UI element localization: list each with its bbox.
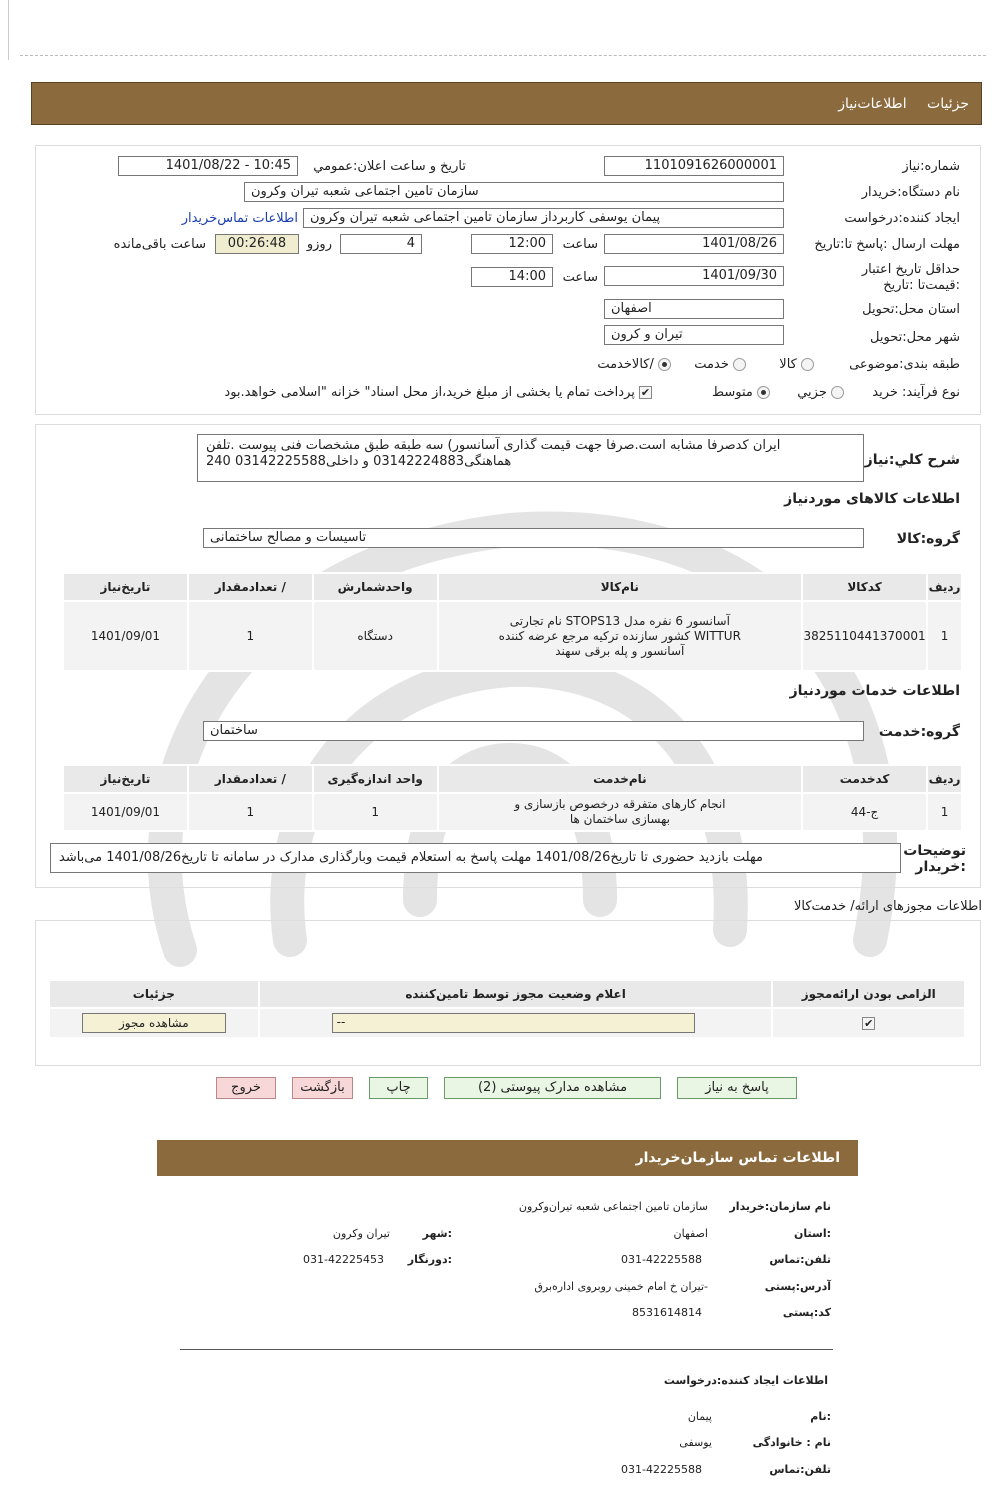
payment-note: پرداخت تمام یا بخشی از مبلغ خرید،از محل اسناد" خزانه "اسلامی خواهد.بود (224, 385, 635, 400)
col-unit: واحد اندازه‌گیری (313, 765, 438, 793)
category-both-option[interactable] (597, 357, 671, 372)
cell-qty: 1 (188, 793, 313, 831)
city-label: شهر محل:تحویل (870, 330, 960, 345)
print-button[interactable]: چاپ (369, 1077, 428, 1099)
postal-label: کد:پستی (782, 1306, 831, 1319)
province-field: اصفهان (604, 299, 784, 319)
fax-value: 031-42225453 (303, 1253, 384, 1266)
table-row (63, 793, 962, 831)
org-value: سازمان تامین اجتماعی شعبه تیران‌وکرون (518, 1200, 708, 1213)
col-required: الزامی بودن ارائه‌مجوز (772, 980, 965, 1008)
permits-title: اطلاعات مجوزهای ارائه/ خدمت‌کالا (793, 899, 982, 914)
cell-date: 1401/09/01 (63, 793, 188, 831)
col-row: ردیف (927, 765, 962, 793)
address-value: -تیران خ امام خمینی روبروی اداره‌برق (534, 1280, 708, 1293)
services-group-field: ساختمان (203, 721, 864, 741)
radio-both[interactable] (658, 358, 671, 371)
need-number-label: شماره:نیاز (902, 159, 960, 174)
process-label: نوع فرآیند: خرید (872, 385, 960, 400)
col-code: کدکالا (802, 573, 927, 601)
col-qty: / تعدادمقدار (188, 573, 313, 601)
cell-date: 1401/09/01 (63, 601, 188, 671)
validity-time-label: ساعت (562, 270, 598, 285)
days-label: روزو (306, 237, 332, 252)
contact-divider (180, 1349, 833, 1350)
phone-value: 031-42225588 (621, 1253, 702, 1266)
col-unit: واحدشمارش (313, 573, 438, 601)
payment-option[interactable] (224, 385, 652, 400)
cell-unit: 1 (313, 793, 438, 831)
deadline-label: مهلت ارسال :پاسخ تا:تاریخ (814, 237, 960, 252)
deadline-time-label: ساعت (562, 237, 598, 252)
validity-date-field: 1401/09/30 (604, 266, 784, 286)
family-value: یوسفی (679, 1436, 712, 1449)
services-section-title: اطلاعات خدمات موردنیاز (789, 683, 960, 699)
services-table-header (63, 765, 962, 793)
remaining-label: ساعت باقی‌مانده (113, 237, 206, 252)
city-value: تیران وکرون (332, 1227, 390, 1240)
col-date: تاریخ‌نیاز (63, 573, 188, 601)
contact-header: اطلاعات تماس سازمان‌خریدار (157, 1140, 858, 1176)
exit-button[interactable]: خروج (216, 1077, 276, 1099)
view-permit-button[interactable]: مشاهده مجوز (82, 1013, 226, 1033)
top-divider (20, 55, 986, 56)
col-row: ردیف (927, 573, 962, 601)
permit-status-field[interactable]: -- (332, 1013, 696, 1033)
back-button[interactable]: بازگشت (292, 1077, 353, 1099)
table-row (63, 601, 962, 671)
goods-group-field: تاسیسات و مصالح ساختمانی (203, 528, 864, 548)
name-value: پیمان (687, 1410, 712, 1423)
description-field: ایران کدصرفا مشابه است.صرفا جهت قیمت گذاری آسانسور) سه طبقه طبق مشخصات فنی پیوست .تلفن هماهنگی03142224883 و داخلی03142225588 240 (197, 434, 864, 482)
goods-group-label: گروه:کالا (896, 531, 960, 547)
cat-service-label: خدمت (694, 357, 729, 372)
goods-table (62, 572, 963, 672)
validity-time-field: 14:00 (471, 267, 553, 287)
cell-name: انجام کارهای متفرقه درخصوص بازسازی و بهسازی ساختمان ها (438, 793, 803, 831)
cell-row: 1 (927, 601, 962, 671)
category-label: طبقه بندی:موضوعی (849, 357, 960, 372)
tab-need-info[interactable]: اطلاعات‌نیاز (838, 96, 907, 112)
radio-medium[interactable] (757, 386, 770, 399)
cell-name: آسانسور 6 نفره مدل STOPS13 نام تجارتی WITTUR کشور سازنده ترکیه مرجع عرضه کننده آسانسور و پله برقی سهند (438, 601, 802, 671)
province-value: اصفهان (673, 1227, 708, 1240)
proc-medium-label: متوسط (712, 385, 753, 400)
deadline-date-field: 1401/08/26 (604, 234, 784, 254)
col-code: کدخدمت (802, 765, 927, 793)
buyer-field: سازمان تامین اجتماعی شعبه تیران وکرون (244, 182, 784, 202)
phone-label: تلفن:تماس (769, 1253, 831, 1266)
process-partial-option[interactable] (797, 385, 844, 400)
radio-partial[interactable] (831, 386, 844, 399)
process-medium-option[interactable] (712, 385, 770, 400)
cell-row: 1 (927, 793, 962, 831)
permits-table-header (49, 980, 965, 1008)
cell-details (49, 1008, 259, 1038)
cat-both-label: /کالاخدمت (597, 357, 654, 372)
fax-label: :دورنگار (407, 1253, 452, 1266)
address-label: آدرس:پستی (764, 1280, 831, 1293)
notes-label: توضیحات :خریدار (903, 843, 966, 875)
city-field: تیران و کرون (604, 325, 784, 345)
permits-table (48, 979, 966, 1039)
description-label: شرح کلي:نیاز (864, 452, 960, 468)
category-service-option[interactable] (694, 357, 746, 372)
radio-goods[interactable] (801, 358, 814, 371)
creator-field: پیمان یوسفی کاربرداز سازمان تامین اجتماعی شعبه تیران وکرون (303, 208, 784, 228)
days-field: 4 (340, 234, 422, 254)
category-goods-option[interactable] (779, 357, 814, 372)
notes-field: مهلت بازدید حضوری تا تاریخ1401/08/26 مهلت پاسخ به استعلام قیمت وبارگذاری مدارک در سامانه تا تاریخ1401/08/26 می‌باشد (50, 843, 901, 873)
cell-code: 3825110441370001 (802, 601, 927, 671)
cell-code: ج-44 (802, 793, 927, 831)
deadline-time-field: 12:00 (471, 234, 553, 254)
cell-unit: دستگاه (313, 601, 438, 671)
family-label: نام : خانوادگی (752, 1436, 831, 1449)
need-number-field: 1101091626000001 (604, 156, 784, 176)
col-details: جزئیات (49, 980, 259, 1008)
cell-required (772, 1008, 965, 1038)
phone2-value: 031-42225588 (621, 1463, 702, 1476)
province-label: استان محل:تحویل (862, 302, 960, 317)
phone2-label: تلفن:تماس (769, 1463, 831, 1476)
col-date: تاریخ‌نیاز (63, 765, 188, 793)
services-group-label: گروه:خدمت (878, 724, 960, 740)
creator-label: ایجاد کننده:درخواست (844, 211, 960, 226)
required-checkbox[interactable]: ✔ (864, 1017, 874, 1030)
col-qty: / تعدادمقدار (188, 765, 313, 793)
attachments-button[interactable]: مشاهده مدارک پیوستی (2) (444, 1077, 661, 1099)
radio-service[interactable] (733, 358, 746, 371)
creator-title: اطلاعات ایجاد کننده:درخواست (663, 1374, 828, 1387)
cell-status (259, 1008, 773, 1038)
org-label: نام سازمان:خریدار (729, 1200, 831, 1213)
cat-goods-label: کالا (779, 357, 797, 372)
payment-checkbox[interactable]: ✔ (640, 386, 651, 399)
announce-field: 1401/08/22 - 10:45 (118, 156, 298, 176)
col-name: نام‌کالا (438, 573, 802, 601)
city-label: :شهر (422, 1227, 452, 1240)
reply-button[interactable]: پاسخ به نیاز (677, 1077, 797, 1099)
left-border (8, 0, 9, 60)
buyer-contact-link[interactable]: اطلاعات تماس‌خریدار (181, 211, 298, 226)
postal-value: 8531614814 (632, 1306, 702, 1319)
validity-label: حداقل تاریخ اعتبار :قیمت‌تا :تاریخ (861, 262, 960, 293)
province-label: :استان (794, 1227, 831, 1240)
col-name: نام‌خدمت (438, 765, 803, 793)
services-table (62, 764, 963, 832)
goods-section-title: اطلاعات کالاهای موردنیاز (784, 491, 960, 507)
col-status: اعلام وضعیت مجوز توسط تامین‌کننده (259, 980, 773, 1008)
goods-table-header (63, 573, 962, 601)
page-header (31, 82, 982, 125)
buyer-label: نام دستگاه:خریدار (861, 185, 960, 200)
remaining-timer: 00:26:48 (215, 234, 299, 254)
table-row (49, 1008, 965, 1038)
proc-partial-label: جزیي (797, 385, 827, 400)
tab-details[interactable]: جزئیات (927, 96, 969, 112)
announce-label: تاریخ و ساعت اعلان:عمومي (313, 159, 466, 174)
name-label: :نام (810, 1410, 831, 1423)
cell-qty: 1 (188, 601, 313, 671)
